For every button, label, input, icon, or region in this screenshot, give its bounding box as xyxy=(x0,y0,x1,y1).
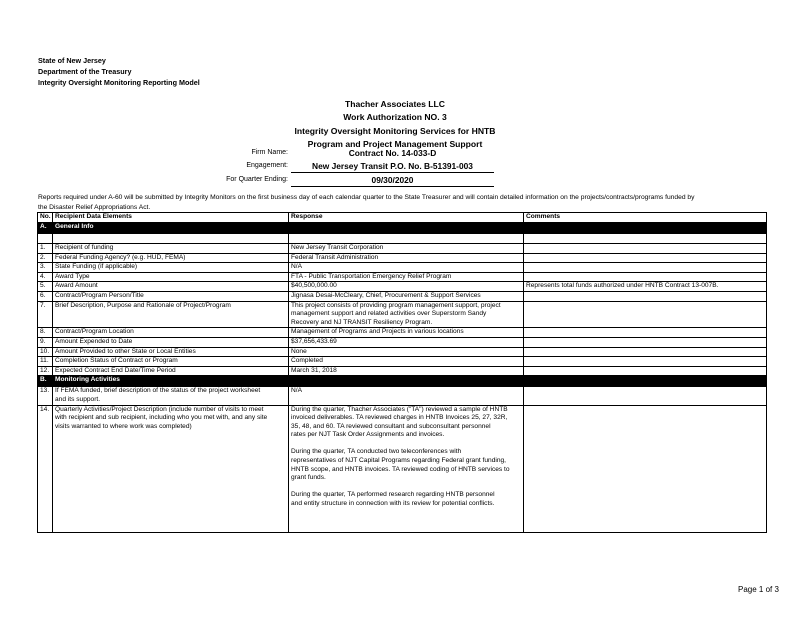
row-response xyxy=(289,405,524,532)
row-comment xyxy=(524,337,767,347)
row-no: 2. xyxy=(38,253,53,263)
row-comment xyxy=(524,366,767,376)
row-comment xyxy=(524,263,767,273)
row-element: Federal Funding Agency? (e.g. HUD, FEMA) xyxy=(53,253,289,263)
row-no: 12. xyxy=(38,366,53,376)
row-comment xyxy=(524,347,767,357)
row-no: 3. xyxy=(38,263,53,273)
table-row xyxy=(38,282,767,292)
response-line: grant funds. xyxy=(291,474,326,482)
row-element: Award Amount xyxy=(53,282,289,292)
response-line: During the quarter, Thacher Associates ("TA") reviewed a sample of HNTB xyxy=(291,405,508,413)
row-response: N/A xyxy=(289,263,524,273)
header-response: Response xyxy=(289,213,524,223)
element-line: Quarterly Activities/Project Description (include number of visits to meet xyxy=(55,405,264,413)
row-element: Recipient of funding xyxy=(53,244,289,254)
row-element xyxy=(53,387,289,405)
response-line: Recovery and NJ TRANSIT Resiliency Program. xyxy=(291,318,433,326)
table-row xyxy=(38,347,767,357)
quarter-label: For Quarter Ending: xyxy=(226,176,288,183)
element-line: with recipient and sub recipient, including who you met with, and any site xyxy=(55,414,268,422)
response-line: HNTB scope, and HNTB invoices. TA reviewed coding of HNTB services to xyxy=(291,465,510,473)
row-comment xyxy=(524,387,767,405)
row-response: $37,656,433.69 xyxy=(289,337,524,347)
response-line: management support and related activities over Superstorm Sandy xyxy=(291,310,487,318)
row-response: N/A xyxy=(289,387,524,405)
row-comment xyxy=(524,405,767,532)
engagement-value: New Jersey Transit P.O. No. B-51391-003 xyxy=(291,160,494,173)
row-response: $40,500,000.00 xyxy=(289,282,524,292)
response-line: rates per NJT Task Order Assignments and invoices. xyxy=(291,431,445,439)
row-no: 8. xyxy=(38,328,53,338)
section-a-title: General Info xyxy=(53,223,767,234)
table-row xyxy=(38,263,767,273)
table-header-row xyxy=(38,213,767,223)
spacer-row xyxy=(38,234,767,244)
title-company: Thacher Associates LLC xyxy=(345,99,445,109)
reports-paragraph xyxy=(38,193,768,213)
row-element xyxy=(53,405,289,532)
reports-line-1: Reports required under A-60 will be submitted by Integrity Monitors on the first business day of each calendar quarter to the State Treasurer and will contain detailed information on the projects/contracts/programs funded by xyxy=(38,194,695,201)
row-element: Amount Provided to other State or Local Entities xyxy=(53,347,289,357)
row-response: FTA - Public Transportation Emergency Relief Program xyxy=(289,272,524,282)
response-line: and entity structure in connection with its review for potential conflicts. xyxy=(291,500,495,508)
row-comment xyxy=(524,253,767,263)
row-response: New Jersey Transit Corporation xyxy=(289,244,524,254)
table-row xyxy=(38,405,767,532)
row-element: Completion Status of Contract or Program xyxy=(53,357,289,367)
row-response: Federal Transit Administration xyxy=(289,253,524,263)
section-b-row xyxy=(38,376,767,387)
row-no: 10. xyxy=(38,347,53,357)
response-line: invoiced deliverables. TA reviewed charges in HNTB Invoices 25, 27, 32R, xyxy=(291,414,508,422)
row-comment: Represents total funds authorized under HNTB Contract 13-007B. xyxy=(524,282,767,292)
title-work-authorization: Work Authorization NO. 3 xyxy=(343,112,447,123)
quarter-value: 09/30/2020 xyxy=(291,174,494,187)
response-paragraph xyxy=(291,448,521,482)
row-element: State Funding (if applicable) xyxy=(53,263,289,273)
row-no: 9. xyxy=(38,337,53,347)
table-row xyxy=(38,291,767,301)
response-paragraph xyxy=(291,491,521,508)
firm-name-value: Contract No. 14-033-D xyxy=(348,148,437,158)
section-b-letter: B. xyxy=(38,376,53,387)
header-comments: Comments xyxy=(524,213,767,223)
table-row xyxy=(38,387,767,405)
row-response: None xyxy=(289,347,524,357)
element-line: visits warranted to where work was completed) xyxy=(55,422,192,430)
row-comment xyxy=(524,328,767,338)
table-row xyxy=(38,357,767,367)
row-comment xyxy=(524,357,767,367)
response-line: During the quarter, TA performed research regarding HNTB personnel xyxy=(291,491,495,499)
table-row xyxy=(38,328,767,338)
document-header xyxy=(38,55,200,88)
title-block xyxy=(290,98,500,151)
row-response xyxy=(289,301,524,328)
data-table xyxy=(37,212,767,533)
row-no: 11. xyxy=(38,357,53,367)
response-line: This project consists of providing program management support, project xyxy=(291,301,501,309)
row-no: 5. xyxy=(38,282,53,292)
engagement-label: Engagement: xyxy=(246,162,288,169)
table-row xyxy=(38,244,767,254)
response-line: During the quarter, TA conducted two teleconferences with xyxy=(291,448,462,456)
row-response: Completed xyxy=(289,357,524,367)
row-response: Jignasa Desai-McCleary, Chief, Procurement & Support Services xyxy=(289,291,524,301)
row-element: Contract/Program Person/Title xyxy=(53,291,289,301)
page-number: Page 1 of 3 xyxy=(738,585,779,594)
row-comment xyxy=(524,291,767,301)
header-line-department: Department of the Treasury xyxy=(38,67,132,76)
row-no: 6. xyxy=(38,291,53,301)
table-row xyxy=(38,253,767,263)
element-line: If FEMA funded, brief description of the status of the project worksheet xyxy=(55,387,261,395)
table-row xyxy=(38,301,767,328)
table-row xyxy=(38,337,767,347)
header-line-model: Integrity Oversight Monitoring Reporting Model xyxy=(38,78,200,87)
header-line-state: State of New Jersey xyxy=(38,56,106,65)
row-response: Management of Programs and Projects in various locations xyxy=(289,328,524,338)
row-no: 1. xyxy=(38,244,53,254)
firm-name-label: Firm Name: xyxy=(251,149,288,156)
row-no: 13. xyxy=(38,387,53,405)
row-response: March 31, 2018 xyxy=(289,366,524,376)
row-no: 7. xyxy=(38,301,53,328)
row-element: Award Type xyxy=(53,272,289,282)
section-a-row xyxy=(38,223,767,234)
row-no: 4. xyxy=(38,272,53,282)
section-b-title: Monitoring Activities xyxy=(53,376,767,387)
row-no: 14. xyxy=(38,405,53,532)
row-element: Brief Description, Purpose and Rationale of Project/Program xyxy=(53,301,289,328)
header-elements: Recipient Data Elements xyxy=(53,213,289,223)
row-element: Amount Expended to Date xyxy=(53,337,289,347)
element-line: and its support. xyxy=(55,395,101,403)
row-element: Contract/Program Location xyxy=(53,328,289,338)
row-element: Expected Contract End Date/Time Period xyxy=(53,366,289,376)
row-comment xyxy=(524,301,767,328)
table-row xyxy=(38,272,767,282)
row-comment xyxy=(524,272,767,282)
response-line: 35, 48, and 60. TA reviewed consultant and subconsultant personnel xyxy=(291,422,491,430)
title-program: Program and Project Management Support xyxy=(307,138,483,149)
reports-line-2: the Disaster Relief Appropriations Act. xyxy=(38,204,151,211)
row-comment xyxy=(524,244,767,254)
section-a-letter: A. xyxy=(38,223,53,234)
response-paragraph xyxy=(291,406,521,440)
header-no: No. xyxy=(38,213,53,223)
table-row xyxy=(38,366,767,376)
title-services: Integrity Oversight Monitoring Services for HNTB xyxy=(294,125,496,136)
response-line: representatives of NJT Capital Programs regarding Federal grant funding, xyxy=(291,457,507,465)
